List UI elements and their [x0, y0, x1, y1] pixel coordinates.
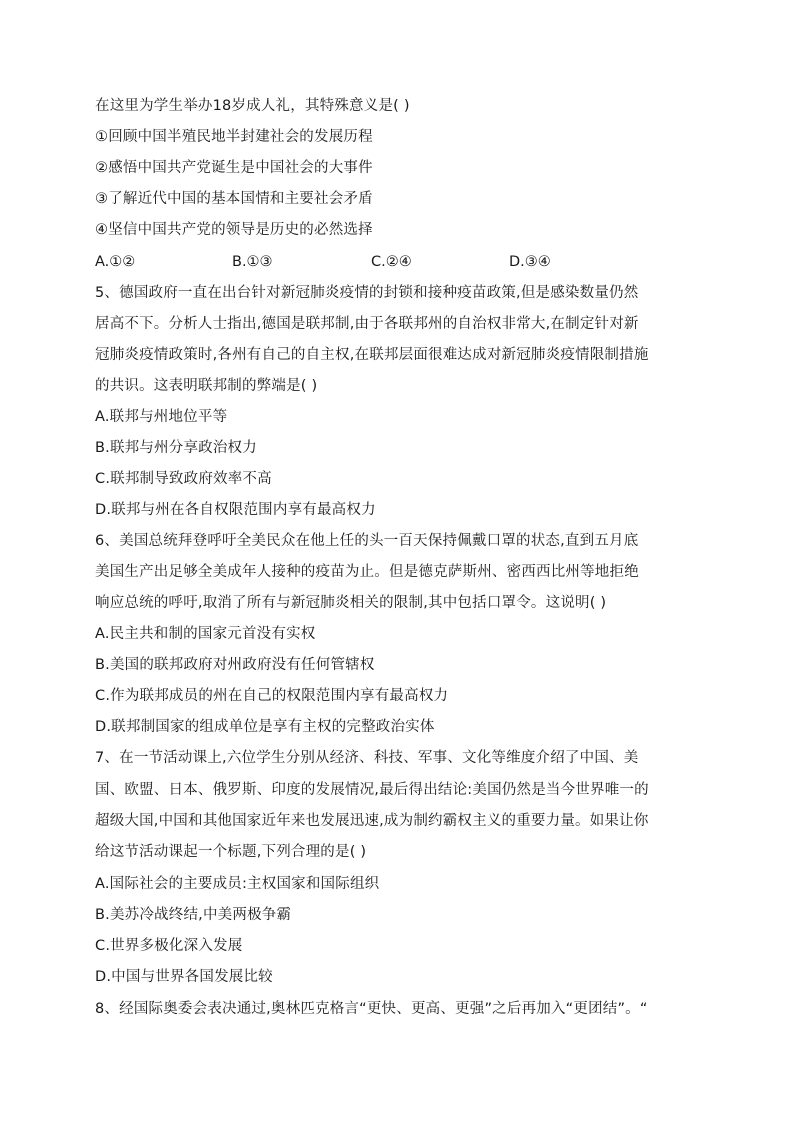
q4-option-b: B.①③	[232, 254, 273, 270]
q7-stem-line-1: 7、在一节活动课上,六位学生分别从经济、科技、军事、文化等维度介绍了中国、美	[95, 750, 639, 766]
q4-statement-3: ③了解近代中国的基本国情和主要社会矛盾	[95, 191, 373, 207]
q5-option-b: B.联邦与州分享政治权力	[95, 440, 257, 456]
q6-option-c: C.作为联邦成员的州在自己的权限范围内享有最高权力	[95, 688, 449, 704]
q7-stem-line-3: 超级大国,中国和其他国家近年来也发展迅速,成为制约霸权主义的重要力量。如果让你	[95, 813, 649, 829]
q5-option-c: C.联邦制导致政府效率不高	[95, 471, 272, 487]
q7-option-b: B.美苏冷战终结,中美两极争霸	[95, 907, 292, 923]
q6-option-d: D.联邦制国家的组成单位是享有主权的完整政治实体	[95, 719, 435, 735]
q6-option-b: B.美国的联邦政府对州政府没有任何管辖权	[95, 657, 375, 673]
q5-stem-line-2: 居高不下。分析人士指出,德国是联邦制,由于各联邦州的自治权非常大,在制定针对新	[95, 316, 639, 332]
q4-option-a: A.①②	[95, 254, 136, 270]
q4-statement-4: ④坚信中国共产党的领导是历史的必然选择	[95, 222, 373, 238]
q7-option-a: A.国际社会的主要成员:主权国家和国际组织	[95, 876, 380, 892]
q8-stem-line-1: 8、经国际奥委会表决通过,奥林匹克格言“更快、更高、更强”之后再加入“更团结”。“	[95, 1001, 648, 1017]
q4-option-c: C.②④	[371, 254, 412, 270]
q4-statement-2: ②感悟中国共产党诞生是中国社会的大事件	[95, 160, 373, 176]
q7-option-d: D.中国与世界各国发展比较	[95, 969, 273, 985]
q7-stem-line-2: 国、欧盟、日本、俄罗斯、印度的发展情况,最后得出结论:美国仍然是当今世界唯一的	[95, 782, 649, 798]
q6-stem-line-3: 响应总统的呼吁,取消了所有与新冠肺炎相关的限制,其中包括口罩令。这说明( )	[95, 595, 607, 611]
q4-options	[95, 250, 715, 274]
q5-stem-line-4: 的共识。这表明联邦制的弊端是( )	[95, 378, 318, 394]
q6-stem-line-1: 6、美国总统拜登呼吁全美民众在他上任的头一百天保持佩戴口罩的状态,直到五月底	[95, 533, 639, 549]
q7-option-c: C.世界多极化深入发展	[95, 938, 243, 954]
q4-statement-1: ①回顾中国半殖民地半封建社会的发展历程	[95, 129, 373, 145]
q4-stem-line: 在这里为学生举办18岁成人礼，其特殊意义是( )	[95, 98, 410, 114]
q6-option-a: A.民主共和制的国家元首没有实权	[95, 626, 316, 642]
q5-stem-line-3: 冠肺炎疫情政策时,各州有自己的自主权,在联邦层面很难达成对新冠肺炎疫情限制措施	[95, 347, 649, 363]
q5-option-d: D.联邦与州在各自权限范围内享有最高权力	[95, 502, 376, 518]
q6-stem-line-2: 美国生产出足够全美成年人接种的疫苗为止。但是德克萨斯州、密西西比州等地拒绝	[95, 564, 639, 580]
q7-stem-line-4: 给这节活动课起一个标题,下列合理的是( )	[95, 844, 367, 860]
q5-stem-line-1: 5、德国政府一直在出台针对新冠肺炎疫情的封锁和接种疫苗政策,但是感染数量仍然	[95, 285, 639, 301]
q4-option-d: D.③④	[509, 254, 551, 270]
q5-option-a: A.联邦与州地位平等	[95, 409, 228, 425]
